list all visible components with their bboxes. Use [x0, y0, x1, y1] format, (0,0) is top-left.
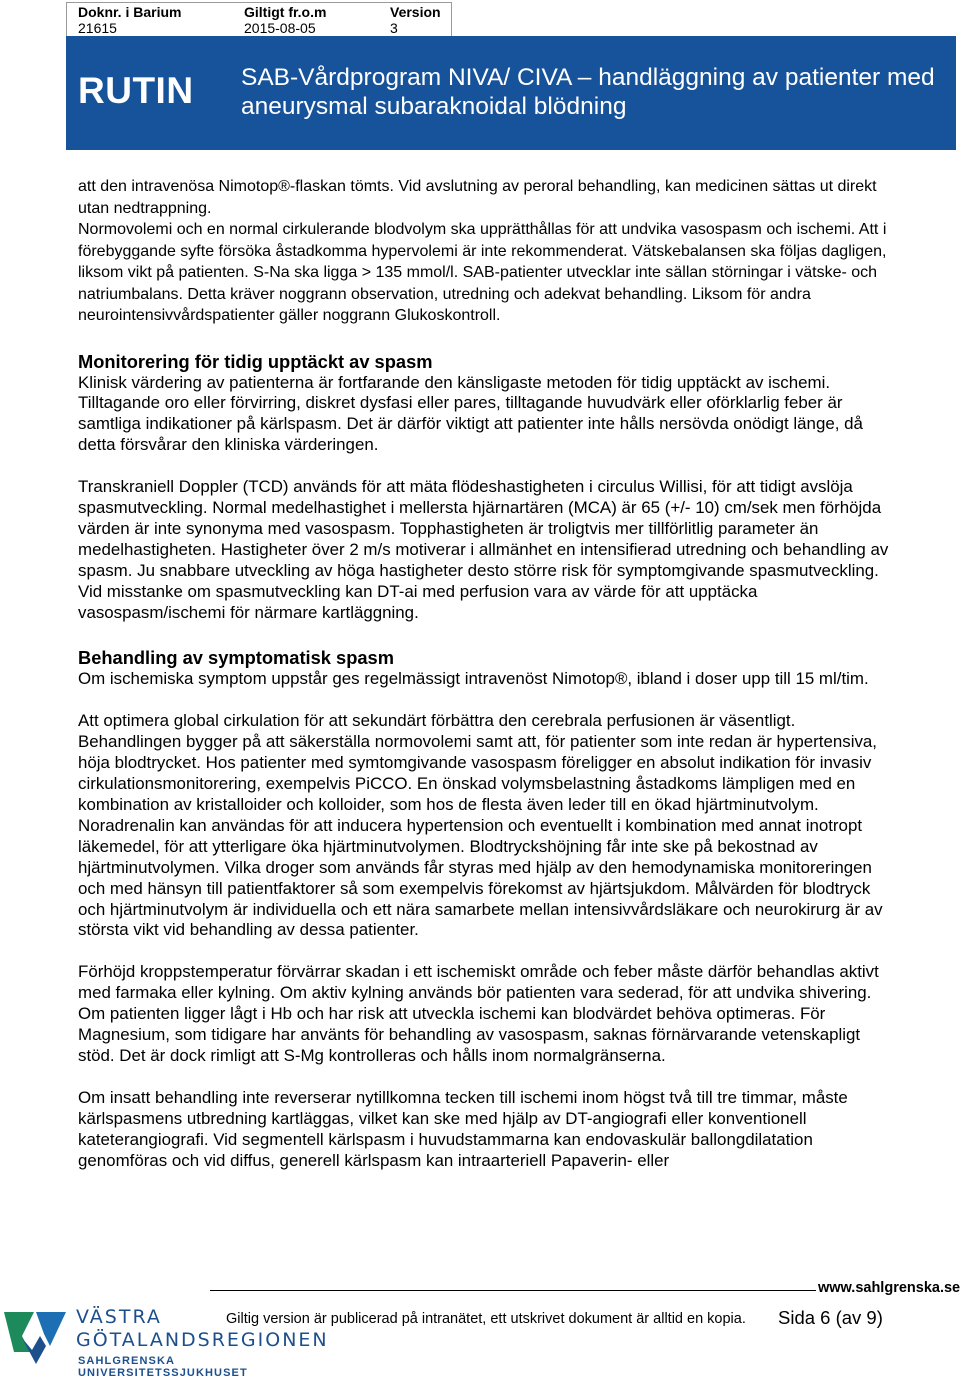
treatment-paragraph-2: Att optimera global cirkulation för att sekundärt förbättra den cerebrala perfusionen är väsentligt. Behandlingen bygger på att säkerställa normovolemi samt att, för patienter som inte redan är hypertensiva, höja blodtrycket. Hos patienter med symtomgivande vasospasm föreligger en absolut indikation för invasiv cirkulationsmonitorering, exempelvis PiCCO. En önskad volymsbelastning åstadkoms lämpligen med en kombination av kristalloider och kolloider, som hos de flesta även leder till en ökad hjärtminutvolym. Noradrenalin kan användas för att inducera hypertension och eventuellt i kombination med annat inotropt läkemedel, för att ytterligare öka hjärtminutvolymen. Blodtryckshöjning får inte ske på bekostnad av hjärtminutvolymen. Vilka droger som används får styras med hjälp av den hemodynamiska monitoreringen och med hänsyn till patientfaktorer så som exempelvis förekomst av hjärtsjukdom. Målvärden för blodtryck och hjärtminutvolym är individuella och ett nära samarbete mellan intensivvårdsläkare och neurokirurg är av största vikt vid behandling av dessa patienter. [78, 711, 883, 940]
footer-url: www.sahlgrenska.se [818, 1280, 960, 1296]
document-type: RUTIN [78, 70, 194, 111]
monitoring-paragraph-2: Transkraniell Doppler (TCD) används för att mäta flödeshastigheten i circulus Willisi, för att tidigt avslöja spasmutveckling. Normal medelhastighet i mellersta hjärnartären (MCA) är 65 (+/- 10) cm/sek men förhöjda värden är inte synonyma med vasospasm. Topphastigheten är troligtvis mer tillförlitlig parameter än medelhastigheten. Hastigheter över 2 m/s motiverar i allmänhet en intensifierad utredning och behandling av spasm. Ju snabbare utveckling av höga hastigheter desto större risk för symptomgivande spasmutveckling. Vid misstanke om spasmutveckling kan DT-ai med perfusion vara av värde för att upptäcka vasospasm/ischemi för närmare kartläggning. [78, 477, 889, 622]
intro-paragraph-1: att den intravenösa Nimotop®-flaskan tömts. Vid avslutning av peroral behandling, kan medicinen sättas ut direkt utan nedtrappning. [78, 178, 877, 217]
doc-number-value: 21615 [78, 20, 117, 36]
doc-number-cell [67, 3, 233, 37]
treatment-paragraph-1: Om ischemiska symptom uppstår ges regelmässigt intravenöst Nimotop®, ibland i doser upp till 15 ml/tim. [78, 669, 869, 689]
title-banner [66, 36, 956, 150]
page-number: Sida 6 (av 9) [778, 1307, 883, 1328]
intro-paragraph-2: Normovolemi och en normal cirkulerande blodvolym ska upprätthållas för att undvika vasospasm och ischemi. Att i förebyggande syfte försöka åstadkomma hypervolemi är inte rekommenderat. Vätskebalansen ska följas dagligen, liksom vikt på patienten. S-Na ska ligga > 135 mmol/l. SAB-patienter utvecklar inte sällan störningar i vätske- och natriumbalans. Detta kräver noggrann observation, utredning och adekvat behandling. Liksom för andra neurointensivvårdspatienter gäller noggrann Glukoskontroll. [78, 221, 887, 324]
version-value: 3 [390, 20, 398, 36]
logo-line-2: GÖTALANDSREGIONEN [76, 1329, 329, 1351]
valid-from-value: 2015-08-05 [244, 20, 316, 36]
section-heading-monitoring: Monitorering för tidig upptäckt av spasm [78, 350, 433, 372]
valid-from-label: Giltigt fr.o.m [244, 4, 327, 20]
logo-line-1: VÄSTRA [76, 1306, 162, 1328]
doc-number-label: Doknr. i Barium [78, 4, 182, 20]
treatment-paragraph-3: Förhöjd kroppstemperatur förvärrar skadan i ett ischemiskt område och feber måste därför behandlas aktivt med farmaka eller kylning. Om aktiv kylning används bör patienten vara sederad, för att undvika shivering. [78, 962, 879, 1003]
document-title: SAB-Vårdprogram NIVA/ CIVA – handläggning av patienter med aneurysmal subaraknoidal blödning [241, 64, 935, 120]
valid-from-cell [233, 3, 379, 37]
footer-divider [210, 1290, 816, 1291]
treatment-paragraph-4: Om patienten ligger lågt i Hb och har risk att utveckla ischemi kan blodvärdet behöva optimeras. För Magnesium, som tidigare har använts för behandling av vasospasm, saknas förnärvarande vetenskapligt stöd. Det är dock rimligt att S-Mg kontrolleras och hålls inom normalgränserna. [78, 1004, 861, 1065]
version-label: Version [390, 4, 441, 20]
region-emblem-icon [0, 1306, 70, 1366]
document-meta-table [66, 2, 452, 38]
treatment-paragraph-5: Om insatt behandling inte reverserar nytillkomna tecken till ischemi inom högst två till tre timmar, måste kärlspasmens utbredning kartläggas, vilket kan ske med hjälp av DT-angiografi eller konventionell kateterangiografi. Vid segmentell kärlspasm i huvudstammarna kan endovaskulär ballongdilatation genomföras och vid diffus, generell kärlspasm kan intraarteriell Papaverin- eller [78, 1087, 848, 1170]
footer-note: Giltig version är publicerad på intranätet, ett utskrivet dokument är alltid en kopia. [226, 1311, 746, 1327]
logo-line-3: SAHLGRENSKA UNIVERSITETSSJUKHUSET [78, 1355, 248, 1379]
document-body [78, 176, 898, 1172]
version-cell [379, 3, 451, 37]
section-heading-treatment: Behandling av symptomatisk spasm [78, 647, 394, 669]
monitoring-paragraph-1: Klinisk värdering av patienterna är fortfarande den känsligaste metoden för tidig upptäckt av ischemi. Tilltagande oro eller förvirring, diskret dysfasi eller pares, tilltagande huvudvärk eller oförklarlig feber är samtliga indikationer på kärlspasm. Det är därför viktigt att patienter inte hålls nersövda onödigt länge, då detta försvårar den kliniska värderingen. [78, 372, 863, 455]
region-logo [0, 1296, 330, 1379]
